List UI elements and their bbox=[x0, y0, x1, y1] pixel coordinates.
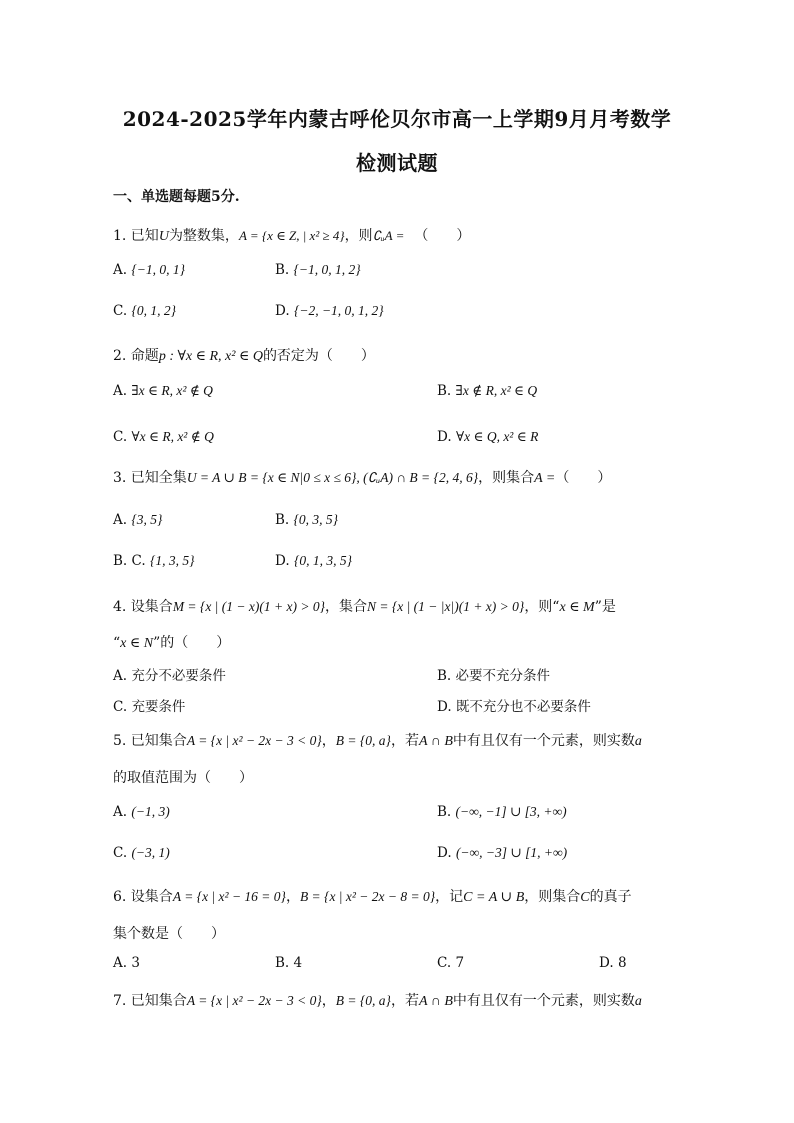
q3-option-c: B. C. {1, 3, 5} bbox=[113, 553, 195, 569]
q2-option-d: D. ∀x ∈ Q, x² ∈ R bbox=[437, 429, 539, 445]
q1-option-c: C. {0, 1, 2} bbox=[113, 303, 176, 319]
q4-option-a: A. 充分不必要条件 bbox=[113, 668, 226, 684]
q1-blank: （ ） bbox=[414, 228, 471, 244]
q6-set-a: A = {x | x² − 16 = 0} bbox=[172, 889, 286, 904]
q1-set-a: A = {x ∈ Z, | x² ≥ 4} bbox=[238, 228, 345, 243]
q2-proposition: p : ∀x ∈ R, x² ∈ Q bbox=[158, 349, 263, 364]
doc-title-line2: 检测试题 bbox=[356, 151, 438, 175]
question-2-stem: 2. 命题p : ∀x ∈ R, x² ∈ Q的否定为（ ） bbox=[113, 348, 375, 364]
q6-option-a: A. 3 bbox=[113, 955, 140, 971]
question-1-stem bbox=[113, 225, 470, 245]
q2-option-b: B. ∃x ∉ R, x² ∈ Q bbox=[437, 383, 538, 399]
question-6-stem: 6. 设集合A = {x | x² − 16 = 0}，B = {x | x² − 2x − 8 = 0}，记C = A ∪ B，则集合C的真子 bbox=[113, 889, 632, 905]
question-5-stem: 5. 已知集合A = {x | x² − 2x − 3 < 0}，B = {0, a}，若A ∩ B中有且仅有一个元素，则实数a bbox=[113, 733, 642, 749]
q6-set-b: B = {x | x² − 2x − 8 = 0} bbox=[299, 889, 436, 904]
q1-complement: ∁ᵤA = bbox=[372, 228, 405, 243]
q5-option-c: C. (−3, 1) bbox=[113, 845, 170, 861]
q3-option-d: D. {0, 1, 3, 5} bbox=[275, 553, 352, 569]
question-6-stem-line2: 集个数是（ ） bbox=[113, 926, 225, 942]
q6-option-b: B. 4 bbox=[275, 955, 303, 971]
q1-text-a: 1. 已知 bbox=[113, 228, 159, 244]
q1-var-u: U bbox=[158, 229, 169, 244]
q1-option-b: B. {−1, 0, 1, 2} bbox=[275, 262, 361, 278]
q2-option-c: C. ∀x ∈ R, x² ∉ Q bbox=[113, 429, 214, 445]
q2-option-a: A. ∃x ∈ R, x² ∉ Q bbox=[113, 383, 213, 399]
q6-option-d: D. 8 bbox=[599, 955, 627, 971]
q4-set-n: N = {x | (1 − |x|)(1 + x) > 0} bbox=[366, 599, 525, 614]
q5-option-b: B. (−∞, −1] ∪ [3, +∞) bbox=[437, 804, 567, 820]
question-5-stem-line2: 的取值范围为（ ） bbox=[113, 770, 253, 786]
question-7-stem: 7. 已知集合A = {x | x² − 2x − 3 < 0}，B = {0, a}，若A ∩ B中有且仅有一个元素，则实数a bbox=[113, 993, 642, 1009]
q1-text-b: 为整数集， bbox=[168, 228, 239, 244]
q1-text-c: ，则 bbox=[344, 228, 373, 244]
q1-option-a: A. {−1, 0, 1} bbox=[113, 262, 186, 278]
question-4-stem-line2: “x ∈ N”的（ ） bbox=[113, 635, 231, 651]
q3-expression: U = A ∪ B = {x ∈ N|0 ≤ x ≤ 6}, (∁ᵤA) ∩ B = {2, 4, 6} bbox=[186, 470, 479, 485]
q6-option-c: C. 7 bbox=[437, 955, 465, 971]
q5-option-d: D. (−∞, −3] ∪ [1, +∞) bbox=[437, 845, 568, 861]
q3-option-a: A. {3, 5} bbox=[113, 512, 163, 528]
question-4-stem: 4. 设集合M = {x | (1 − x)(1 + x) > 0}，集合N = {x | (1 − |x|)(1 + x) > 0}，则“x ∈ M”是 bbox=[113, 599, 616, 615]
q7-set-b: B = {0, a} bbox=[335, 993, 391, 1008]
q4-option-c: C. 充要条件 bbox=[113, 699, 186, 715]
section-header: 一、单选题每题5分. bbox=[113, 189, 240, 205]
doc-title-line1: 2024-2025学年内蒙古呼伦贝尔市高一上学期9月月考数学 bbox=[122, 107, 672, 131]
q7-set-a: A = {x | x² − 2x − 3 < 0} bbox=[186, 993, 322, 1008]
question-3-stem: 3. 已知全集U = A ∪ B = {x ∈ N|0 ≤ x ≤ 6}, (∁ᵤA) ∩ B = {2, 4, 6}，则集合A =（ ） bbox=[113, 470, 612, 486]
q5-set-a: A = {x | x² − 2x − 3 < 0} bbox=[186, 733, 322, 748]
q3-option-b: B. {0, 3, 5} bbox=[275, 512, 339, 528]
q5-option-a: A. (−1, 3) bbox=[113, 804, 170, 820]
q4-set-m: M = {x | (1 − x)(1 + x) > 0} bbox=[172, 599, 325, 614]
q5-set-b: B = {0, a} bbox=[335, 733, 391, 748]
q4-option-b: B. 必要不充分条件 bbox=[437, 668, 551, 684]
q1-option-d: D. {−2, −1, 0, 1, 2} bbox=[275, 303, 384, 319]
q4-option-d: D. 既不充分也不必要条件 bbox=[437, 699, 591, 715]
